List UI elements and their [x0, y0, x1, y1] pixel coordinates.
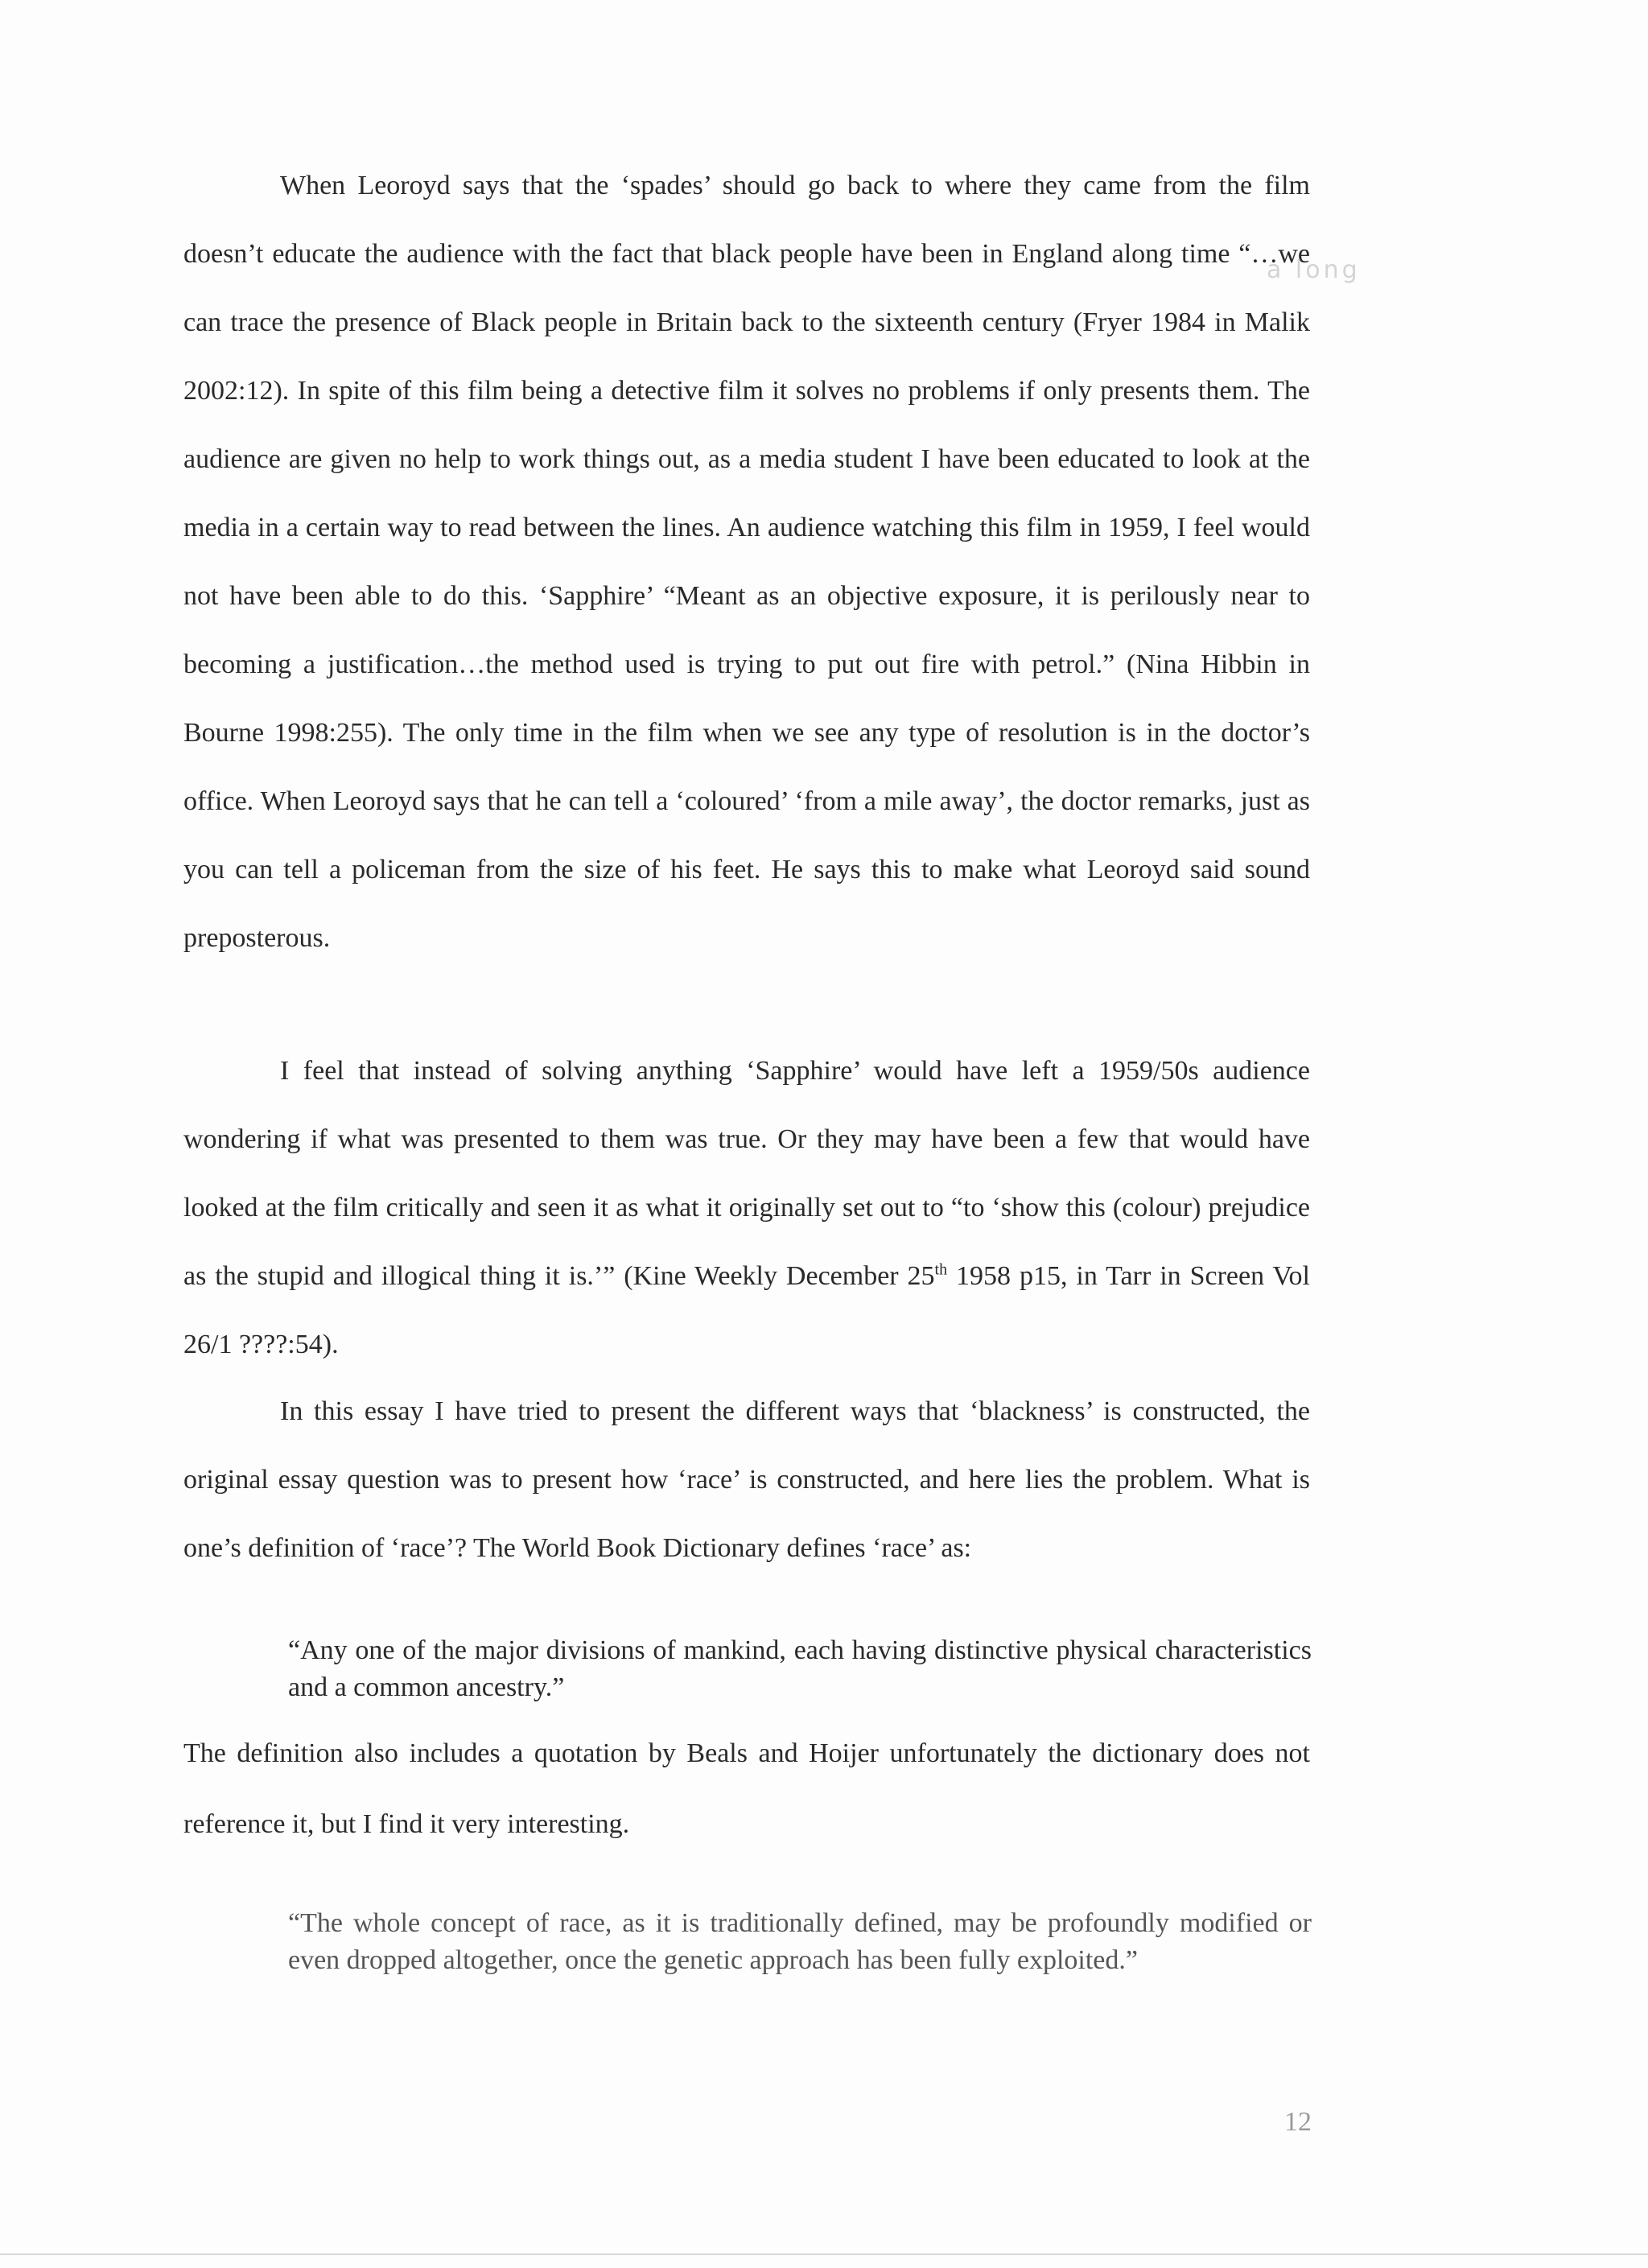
paragraph-sapphire-text: I feel that instead of solving anything ‘Sapphire’ would have left a 1959/50s audience wondering if what was presented to them was true. Or they may have been a few that would have looked at the film critically and seen it as what it originally set out to “to ‘show this (colour) prejudice as the stupid and illogical thing it is.’” (Kine Weekly December 25 [183, 1056, 1310, 1291]
paragraph-sapphire-audience [183, 1037, 1310, 1379]
block-quote-beals-hoijer: “The whole concept of race, as it is traditionally defined, may be profoundly modified or even dropped altogether, once the genetic approach has been fully exploited.” [288, 1908, 1312, 1975]
paragraph-sapphire-citation: 1958 p15, in Tarr in Screen Vol 26/1 ????:54). [183, 1261, 1311, 1359]
scan-edge-divider [0, 2254, 1648, 2255]
paragraph-beals-hoijer: The definition also includes a quotation by Beals and Hoijer unfortunately the dictionary does not reference it, but I find it very interesting. [183, 1738, 1310, 1839]
block-quote-dictionary: “Any one of the major divisions of mankind, each having distinctive physical characteristics and a common ancestry.” [288, 1635, 1312, 1702]
page-number: 12 [1284, 2107, 1312, 2137]
paragraph-race-definition: In this essay I have tried to present the different ways that ‘blackness’ is constructed, the original essay question was to present how ‘race’ is constructed, and here lies the problem. What is one’s definition of ‘race’? The World Book Dictionary defines ‘race’ as: [183, 1396, 1310, 1563]
handwritten-correction: a long [1267, 256, 1361, 284]
paragraph-leoroyd: When Leoroyd says that the ‘spades’ should go back to where they came from the film doesn’t educate the audience with the fact that black people have been in England along time “…we can trace the presence of Black people in Britain back to the sixteenth century (Fryer 1984 in Malik 2002:12). In spite of this film being a detective film it solves no problems if only presents them. The audience are given no help to work things out, as a media student I have been educated to look at the media in a certain way to read between the lines. An audience watching this film in 1959, I feel would not have been able to do this. ‘Sapphire’ “Meant as an objective exposure, it is perilously near to becoming a justification…the method used is trying to put out fire with petrol.” (Nina Hibbin in Bourne 1998:255). The only time in the film when we see any type of resolution is in the doctor’s office. When Leoroyd says that he can tell a ‘coloured’ ‘from a mile away’, the doctor remarks, just as you can tell a policeman from the size of his feet. He says this to make what Leoroyd said sound preposterous. [183, 171, 1310, 953]
ordinal-suffix: th [934, 1260, 948, 1279]
